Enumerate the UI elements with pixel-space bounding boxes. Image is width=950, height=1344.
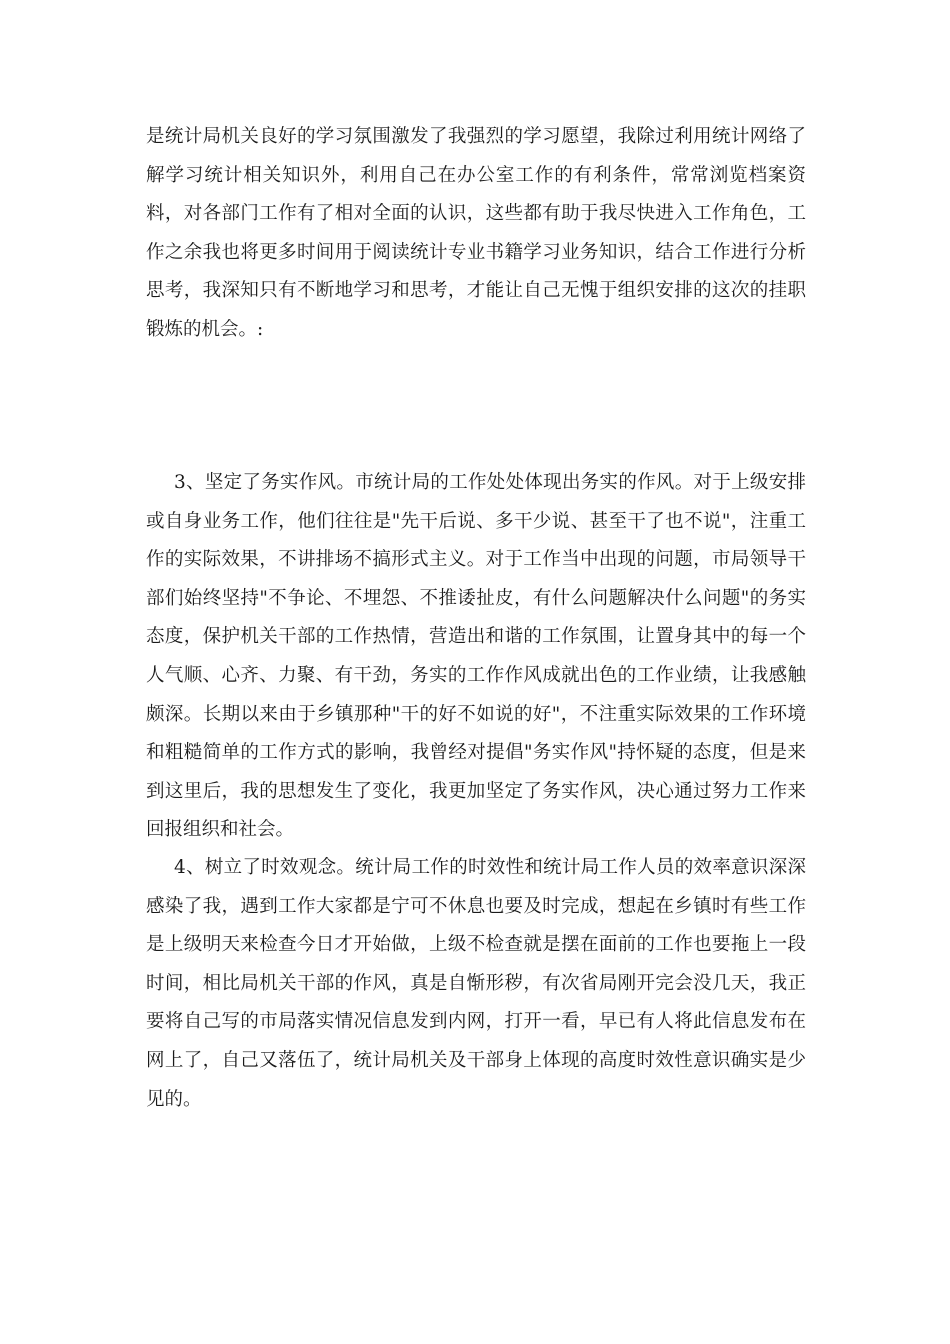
paragraph-timeliness: 4、树立了时效观念。统计局工作的时效性和统计局工作人员的效率意识深深感染了我，遇到工作大家都是宁可不休息也要及时完成，想起在乡镇时有些工作是上级明天来检查今日才开始做，上级不检查就是摆在面前的工作也要拖上一段时间，相比局机关干部的作风，真是自惭形秽，有次省局刚开完会没几天，我正要将自己写的市局落实情况信息发到内网，打开一看，早已有人将此信息发布在网上了，自己又落伍了，统计局机关及干部身上体现的高度时效性意识确实是少见的。 [146,857,806,1110]
paragraph-study-atmosphere: 是统计局机关良好的学习氛围激发了我强烈的学习愿望，我除过利用统计网络了解学习统计相关知识外，利用自己在办公室工作的有利条件，常常浏览档案资料，对各部门工作有了相对全面的认识，这些都有助于我尽快进入工作角色，工作之余我也将更多时间用于阅读统计专业书籍学习业务知识，结合工作进行分析思考，我深知只有不断地学习和思考，才能让自己无愧于组织安排的这次的挂职锻炼的机会。: [146,126,806,340]
paragraph-pragmatic-style: 3、坚定了务实作风。市统计局的工作处处体现出务实的作风。对于上级安排或自身业务工作，他们往往是"先干后说、多干少说、甚至干了也不说"，注重工作的实际效果，不讲排场不搞形式主义。对于工作当中出现的问题，市局领导干部们始终坚持"不争论、不埋怨、不推诿扯皮，有什么问题解决什么问题"的务实态度，保护机关干部的工作热情，营造出和谐的工作氛围，让置身其中的每一个人气顺、心齐、力聚、有干劲，务实的工作作风成就出色的工作业绩，让我感触颇深。长期以来由于乡镇那种"干的好不如说的好"，不注重实际效果的工作环境和粗糙简单的工作方式的影响，我曾经对提倡"务实作风"持怀疑的态度，但是来到这里后，我的思想发生了变化，我更加坚定了务实作风，决心通过努力工作来回报组织和社会。 [146,472,806,841]
